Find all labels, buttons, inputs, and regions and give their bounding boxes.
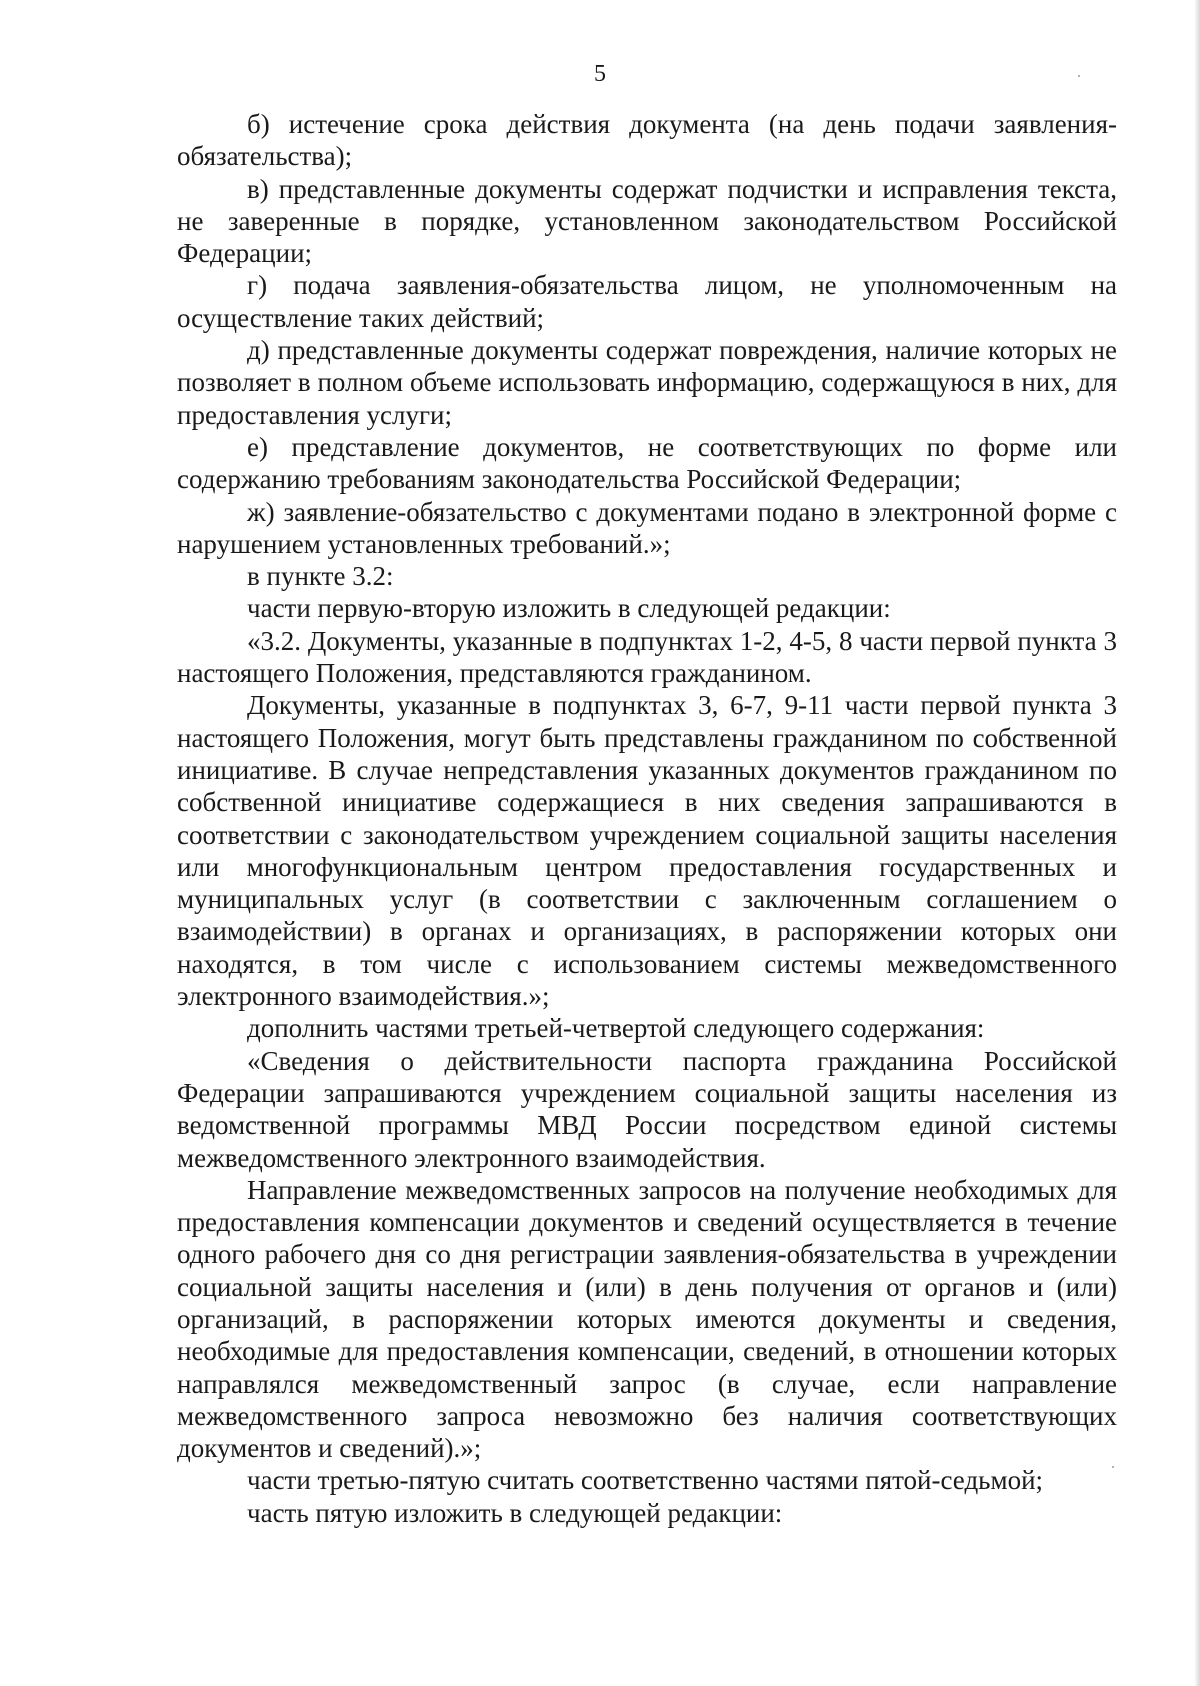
- paragraph-quote-3-2: «3.2. Документы, указанные в подпунктах 1-2, 4-5, 8 части первой пункта 3 настоящего Положения, представляются гражданином.: [177, 625, 1117, 689]
- paragraph-documents-initiative: Документы, указанные в подпунктах 3, 6-7, 9-11 части первой пункта 3 настоящего Положения, могут быть представлены гражданином по собственной инициативе. В случае непредставления указанных документов гражданином по собственной инициативе содержащиеся в них сведения запрашиваются в соответствии с законодательством учреждением социальной защиты населения или многофункциональным центром предоставления государственных и муниципальных услуг (в соответствии с заключенным соглашением о взаимодействии) в органах и организациях, в распоряжении которых они находятся, в том числе с использованием системы межведомственного электронного взаимодействия.»;: [177, 690, 1117, 1012]
- document-body: [177, 108, 1117, 1529]
- paragraph-instruction-parts-3-4: дополнить частями третьей-четвертой следующего содержания:: [247, 1013, 985, 1044]
- paragraph-item-v: в) представленные документы содержат подчистки и исправления текста, не заверенные в порядке, установленном законодательством Российской Федерации;: [177, 173, 1117, 269]
- paragraph-instruction-part-5: часть пятую изложить в следующей редакции:: [247, 1497, 783, 1528]
- paragraph-item-b: б) истечение срока действия документа (на день подачи заявления-обязательства);: [177, 109, 1117, 172]
- paragraph-instruction-parts-1-2: части первую-вторую изложить в следующей редакции:: [247, 593, 891, 624]
- page-number: 5: [594, 61, 606, 87]
- paragraph-item-e: е) представление документов, не соответствующих по форме или содержанию требованиям законодательства Российской Федерации;: [177, 431, 1117, 495]
- scan-speck: [1078, 75, 1080, 77]
- paragraph-interagency-requests: Направление межведомственных запросов на получение необходимых для предоставления компенсации документов и сведений осуществляется в течение одного рабочего дня со дня регистрации заявления-обязательства в учреждении социальной защиты населения и (или) в день получения от органов и (или) организаций, в распоряжении которых имеются документы и сведения, необходимые для предоставления компенсации, сведений, в отношении которых направлялся межведомственный запрос (в случае, если направление межведомственного запроса невозможно без наличия соответствующих документов и сведений).»;: [177, 1174, 1117, 1464]
- paragraph-item-g: г) подача заявления-обязательства лицом, не уполномоченным на осуществление таких действий;: [177, 270, 1117, 333]
- scan-speck: [1112, 1466, 1114, 1468]
- paragraph-section-3-2: в пункте 3.2:: [247, 561, 394, 592]
- paragraph-item-d: д) представленные документы содержат повреждения, наличие которых не позволяет в полном объеме использовать информацию, содержащуюся в них, для предоставления услуги;: [177, 335, 1117, 430]
- paragraph-item-zh: ж) заявление-обязательство с документами подано в электронной форме с нарушением установленных требований.»;: [177, 496, 1117, 559]
- scan-edge-shadow: [1194, 0, 1200, 1686]
- paragraph-passport-validity: «Сведения о действительности паспорта гражданина Российской Федерации запрашиваются учреждением социальной защиты населения из ведомственной программы МВД России посредством единой системы межведомственного электронного взаимодействия.: [177, 1045, 1117, 1173]
- paragraph-renumber-parts: части третью-пятую считать соответственно частями пятой-седьмой;: [247, 1465, 1044, 1496]
